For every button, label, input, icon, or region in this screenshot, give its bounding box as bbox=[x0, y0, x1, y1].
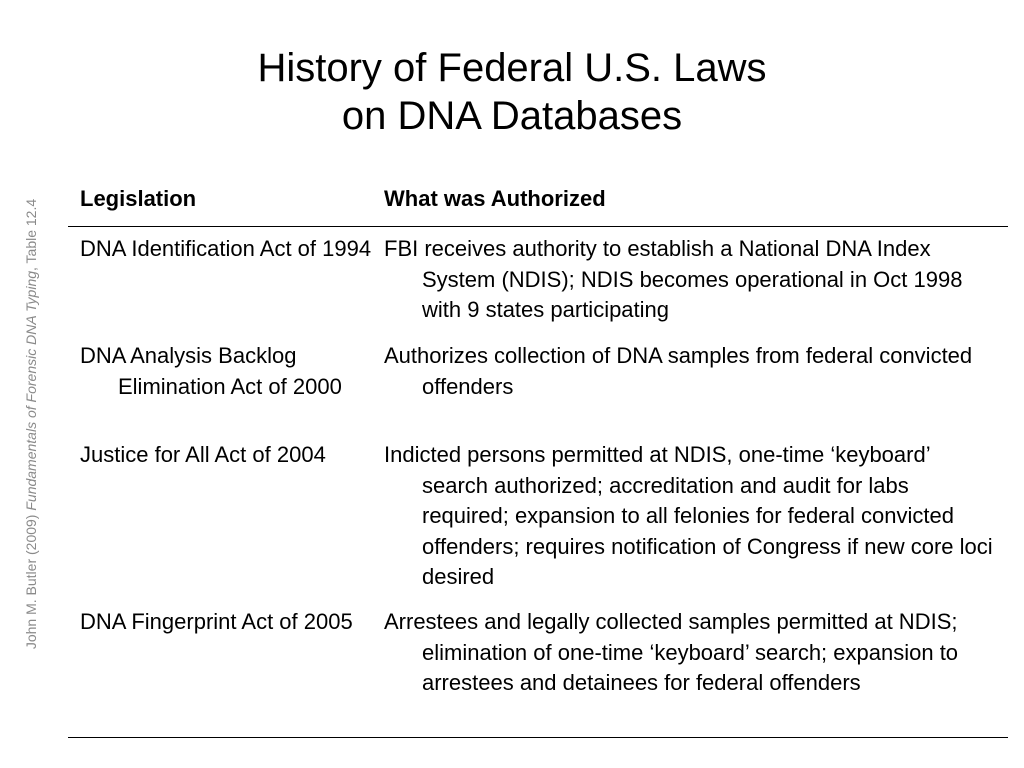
authorized-cell: Authorizes collection of DNA samples from federal convicted offenders bbox=[384, 343, 973, 399]
slide-title-line-2: on DNA Databases bbox=[341, 94, 683, 138]
slide-title bbox=[0, 44, 1024, 140]
header-legislation: Legislation bbox=[80, 186, 197, 211]
source-credit bbox=[23, 148, 39, 700]
laws-table bbox=[68, 180, 1008, 738]
authorized-cell: Indicted persons permitted at NDIS, one-time ‘keyboard’ search authorized; accreditation and audit for labs required; expansion to all felonies for federal convicted offenders; requires notification of Congress if new core loci desired bbox=[384, 442, 993, 589]
table-row bbox=[68, 234, 1008, 341]
table-row bbox=[68, 607, 1008, 738]
authorized-cell: FBI receives authority to establish a National DNA Index System (NDIS); NDIS becomes operational in Oct 1998 with 9 states participating bbox=[384, 236, 963, 322]
header-what-was-authorized: What was Authorized bbox=[384, 186, 606, 211]
slide-title-line-1: History of Federal U.S. Laws bbox=[257, 46, 767, 90]
table-row bbox=[68, 440, 1008, 607]
table-row bbox=[68, 341, 1008, 440]
credit-book-title: Fundamentals of Forensic DNA Typing bbox=[23, 270, 39, 511]
legislation-cell: Justice for All Act of 2004 bbox=[80, 442, 326, 467]
legislation-cell: DNA Analysis Backlog Elimination Act of 2000 bbox=[80, 343, 342, 399]
authorized-cell: Arrestees and legally collected samples permitted at NDIS; elimination of one-time ‘keyboard’ search; expansion to arrestees and detainees for federal offenders bbox=[384, 609, 959, 695]
table-header-row bbox=[68, 180, 1008, 227]
credit-table-ref: , Table 12.4 bbox=[23, 198, 39, 271]
credit-author: John M. Butler (2009) bbox=[23, 510, 39, 650]
legislation-cell: DNA Fingerprint Act of 2005 bbox=[80, 609, 353, 634]
legislation-cell: DNA Identification Act of 1994 bbox=[80, 236, 372, 261]
